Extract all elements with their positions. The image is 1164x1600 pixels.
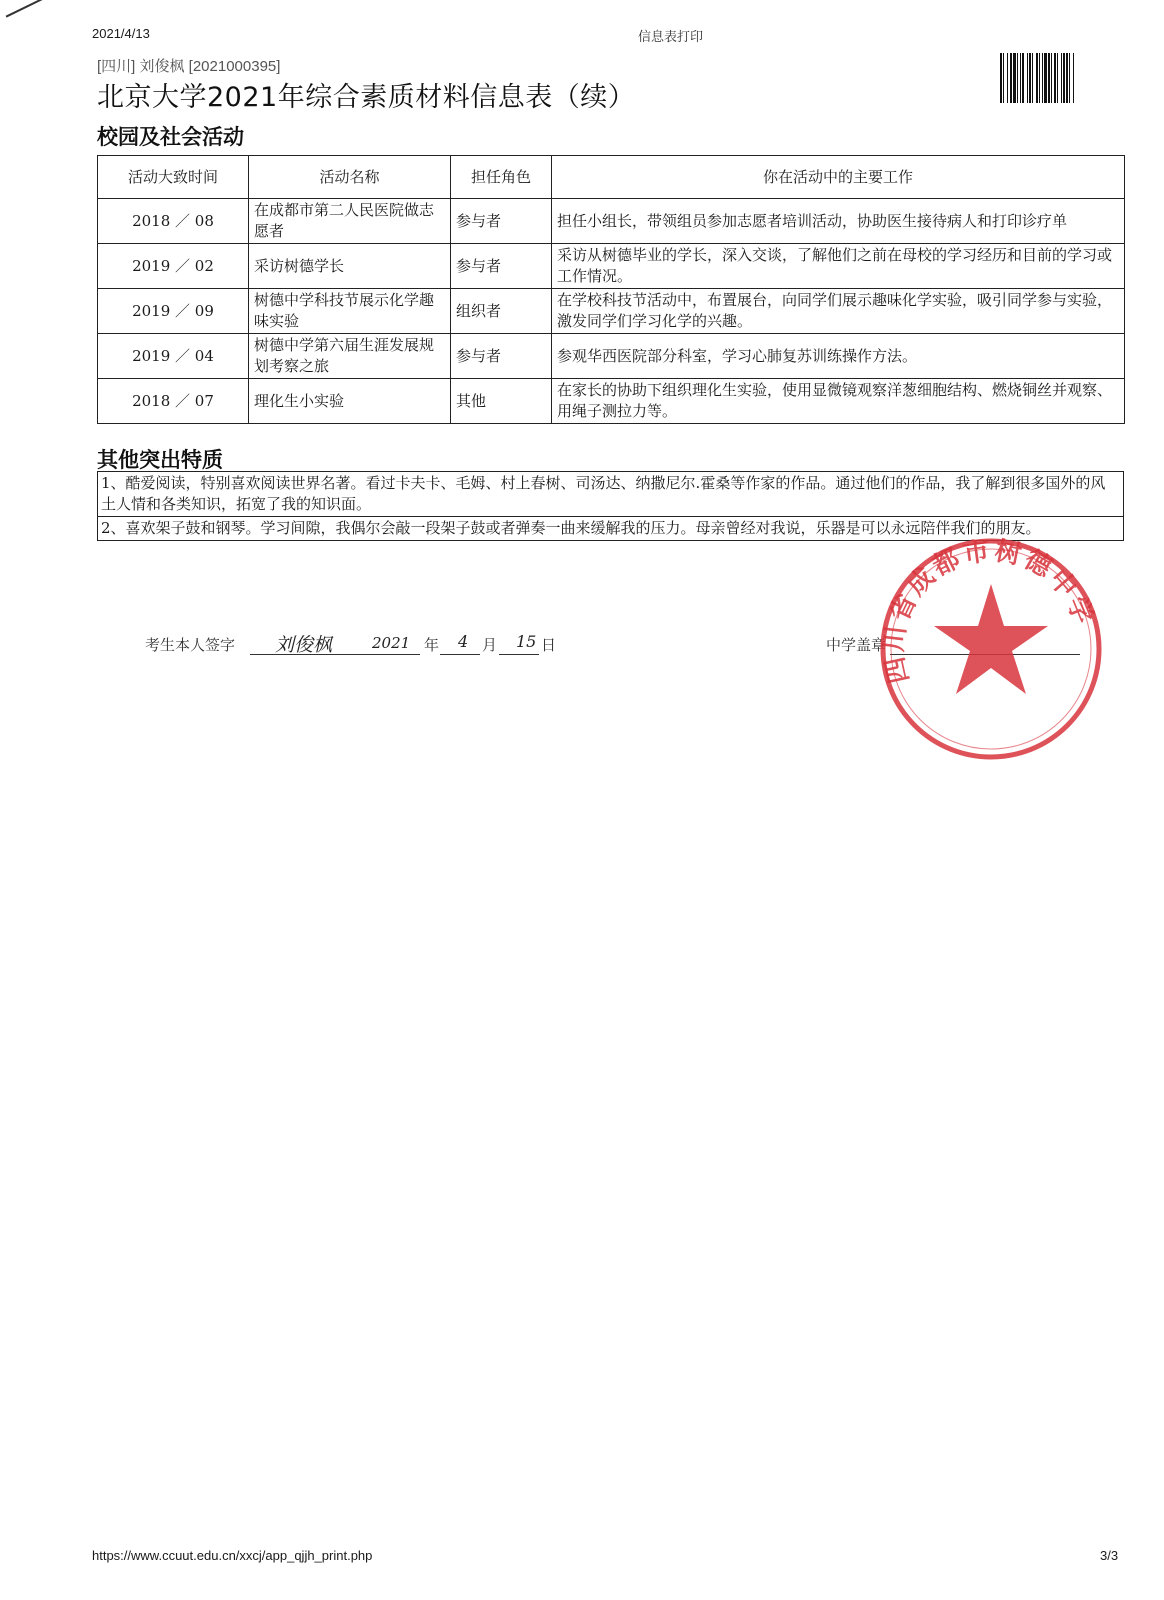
table-row	[98, 199, 1125, 244]
activity-role: 参与者	[451, 334, 552, 379]
signature-label: 考生本人签字	[145, 636, 236, 654]
list-item	[98, 472, 1124, 517]
traits-heading: 其他突出特质	[97, 448, 223, 472]
year-label: 年	[424, 636, 440, 654]
barcode-icon	[1000, 53, 1115, 103]
seal-text: 四川省成都市树德中学	[879, 536, 1100, 686]
activity-name: 树德中学第六届生涯发展规划考察之旅	[249, 334, 451, 379]
signature-year: 2021	[372, 634, 411, 652]
seal-label: 中学盖章	[826, 636, 887, 654]
activity-role: 组织者	[451, 289, 552, 334]
column-header-name: 活动名称	[249, 156, 451, 199]
table-row	[98, 289, 1125, 334]
activity-name: 理化生小实验	[249, 379, 451, 424]
activity-work: 参观华西医院部分科室，学习心肺复苏训练操作方法。	[552, 334, 1125, 379]
column-header-work: 你在活动中的主要工作	[552, 156, 1125, 199]
activity-time: 2019 ／ 02	[98, 244, 249, 289]
column-header-time: 活动大致时间	[98, 156, 249, 199]
page-number: 3/3	[1100, 1548, 1119, 1563]
month-underline	[440, 654, 480, 655]
activity-work: 担任小组长，带领组员参加志愿者培训活动，协助医生接待病人和打印诊疗单	[552, 199, 1125, 244]
print-date: 2021/4/13	[92, 26, 150, 41]
activities-heading: 校园及社会活动	[97, 125, 244, 149]
signature-name: 刘俊枫	[275, 634, 333, 656]
activity-work: 采访从树德毕业的学长，深入交谈，了解他们之前在母校的学习经历和目前的学习或工作情况。	[552, 244, 1125, 289]
candidate-info: [四川] 刘俊枫 [2021000395]	[97, 58, 281, 75]
school-seal-stamp	[876, 534, 1106, 764]
traits-table	[97, 471, 1124, 541]
day-underline	[499, 654, 539, 655]
activities-table	[97, 155, 1125, 424]
activity-time: 2018 ／ 08	[98, 199, 249, 244]
activity-role: 其他	[451, 379, 552, 424]
print-header-title: 信息表打印	[638, 30, 704, 45]
column-header-role: 担任角色	[451, 156, 552, 199]
signature-day: 15	[516, 632, 537, 651]
table-row	[98, 334, 1125, 379]
table-row	[98, 244, 1125, 289]
table-row	[98, 379, 1125, 424]
activity-time: 2018 ／ 07	[98, 379, 249, 424]
trait-text: 1、酷爱阅读，特别喜欢阅读世界名著。看过卡夫卡、毛姆、村上春树、司汤达、纳撒尼尔.霍桑等作家的作品。通过他们的作品，我了解到很多国外的风土人情和各类知识，拓宽了我的知识面。	[98, 472, 1124, 517]
trait-text: 2、喜欢架子鼓和钢琴。学习间隙，我偶尔会敲一段架子鼓或者弹奏一曲来缓解我的压力。母亲曾经对我说，乐器是可以永远陪伴我们的朋友。	[98, 517, 1124, 541]
activities-header-row	[98, 156, 1125, 199]
footer-url: https://www.ccuut.edu.cn/xxcj/app_qjjh_print.php	[92, 1548, 373, 1563]
day-label: 日	[541, 636, 557, 654]
activity-name: 在成都市第二人民医院做志愿者	[249, 199, 451, 244]
page-title: 北京大学2021年综合素质材料信息表（续）	[97, 82, 636, 113]
month-label: 月	[482, 636, 498, 654]
activity-work: 在家长的协助下组织理化生实验，使用显微镜观察洋葱细胞结构、燃烧铜丝并观察、用绳子测拉力等。	[552, 379, 1125, 424]
activity-time: 2019 ／ 04	[98, 334, 249, 379]
activity-name: 树德中学科技节展示化学趣味实验	[249, 289, 451, 334]
activity-work: 在学校科技节活动中，布置展台，向同学们展示趣味化学实验，吸引同学参与实验，激发同学们学习化学的兴趣。	[552, 289, 1125, 334]
activity-name: 采访树德学长	[249, 244, 451, 289]
activity-role: 参与者	[451, 199, 552, 244]
signature-month: 4	[458, 632, 469, 651]
activity-time: 2019 ／ 09	[98, 289, 249, 334]
corner-fold-mark	[0, 0, 46, 18]
activity-role: 参与者	[451, 244, 552, 289]
